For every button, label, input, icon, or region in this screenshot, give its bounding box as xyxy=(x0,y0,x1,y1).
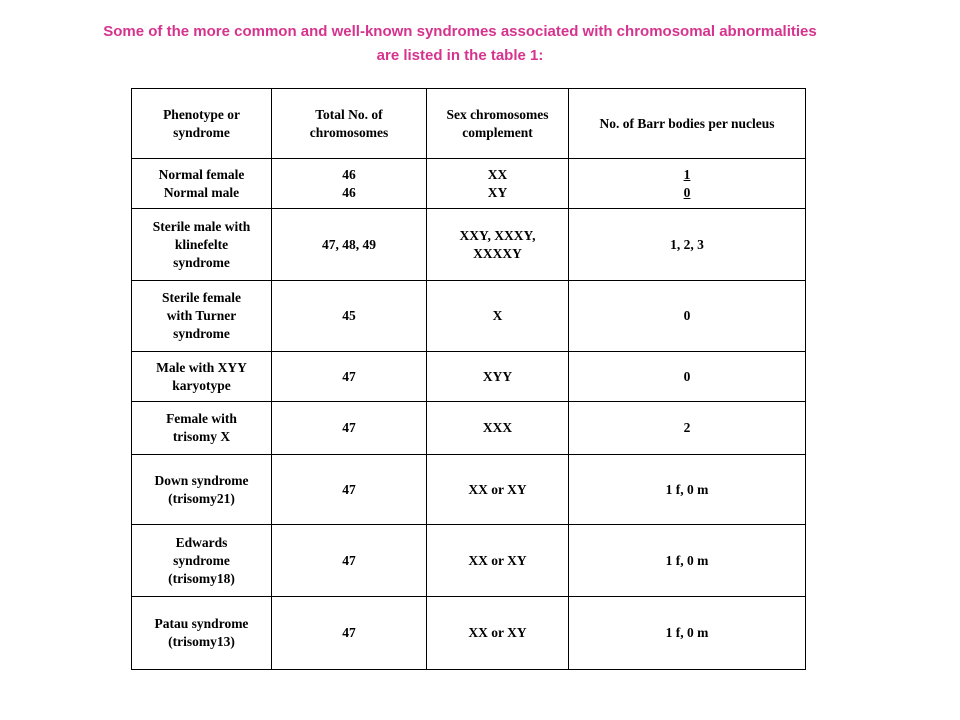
header-total-chromosomes: Total No. of chromosomes xyxy=(272,89,427,159)
cell-phenotype: Normal female Normal male xyxy=(132,159,272,209)
cell-sex: XX or XY xyxy=(427,597,569,670)
cell-barr: 1 f, 0 m xyxy=(569,455,806,525)
cell-barr: 0 xyxy=(569,352,806,402)
cell-barr: 1 f, 0 m xyxy=(569,525,806,597)
cell-sex: XX XY xyxy=(427,159,569,209)
cell-phenotype: Female with trisomy X xyxy=(132,402,272,455)
syndromes-table xyxy=(131,88,806,670)
cell-phenotype: Down syndrome (trisomy21) xyxy=(132,455,272,525)
cell-barr: 1 0 xyxy=(569,159,806,209)
heading-line-2: are listed in the table 1: xyxy=(376,47,544,64)
cell-phenotype: Sterile male with klinefelte syndrome xyxy=(132,209,272,281)
cell-phenotype: Sterile female with Turner syndrome xyxy=(132,281,272,352)
header-sex-chromosomes: Sex chromosomes complement xyxy=(427,89,569,159)
cell-sex: XYY xyxy=(427,352,569,402)
cell-barr: 1, 2, 3 xyxy=(569,209,806,281)
table-row xyxy=(132,402,806,455)
cell-total: 47 xyxy=(272,525,427,597)
cell-phenotype: Edwards syndrome (trisomy18) xyxy=(132,525,272,597)
table-header-row xyxy=(132,89,806,159)
table-row xyxy=(132,209,806,281)
header-phenotype: Phenotype or syndrome xyxy=(132,89,272,159)
table-row xyxy=(132,455,806,525)
cell-total: 47 xyxy=(272,455,427,525)
cell-total: 47 xyxy=(272,402,427,455)
cell-sex: XXY, XXXY, XXXXY xyxy=(427,209,569,281)
cell-sex: XX or XY xyxy=(427,455,569,525)
cell-total: 46 46 xyxy=(272,159,427,209)
cell-sex: X xyxy=(427,281,569,352)
cell-barr: 0 xyxy=(569,281,806,352)
cell-total: 47 xyxy=(272,597,427,670)
cell-total: 45 xyxy=(272,281,427,352)
table-row xyxy=(132,352,806,402)
cell-phenotype: Male with XYY karyotype xyxy=(132,352,272,402)
heading-line-1: Some of the more common and well-known syndromes associated with chromosomal abnormalities xyxy=(103,23,817,40)
table-row xyxy=(132,159,806,209)
cell-total: 47, 48, 49 xyxy=(272,209,427,281)
table-row xyxy=(132,597,806,670)
cell-phenotype: Patau syndrome (trisomy13) xyxy=(132,597,272,670)
cell-barr: 1 f, 0 m xyxy=(569,597,806,670)
cell-barr: 2 xyxy=(569,402,806,455)
cell-sex: XXX xyxy=(427,402,569,455)
cell-sex: XX or XY xyxy=(427,525,569,597)
table-row xyxy=(132,281,806,352)
header-barr-bodies: No. of Barr bodies per nucleus xyxy=(569,89,806,159)
page-heading xyxy=(20,20,900,68)
cell-total: 47 xyxy=(272,352,427,402)
table-row xyxy=(132,525,806,597)
